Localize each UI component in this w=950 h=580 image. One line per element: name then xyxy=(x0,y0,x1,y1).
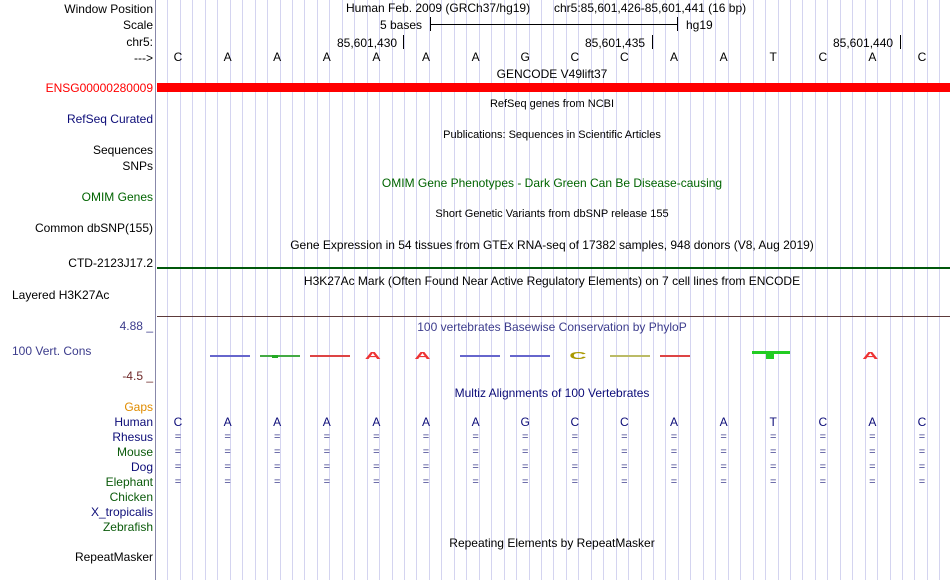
alignment-match: = xyxy=(521,431,529,443)
ruler-base: C xyxy=(570,50,580,64)
alignment-match: = xyxy=(819,431,827,443)
ruler-base: A xyxy=(372,50,381,64)
cons-track-label[interactable]: 100 Vert. Cons xyxy=(12,344,92,358)
alignment-match: = xyxy=(224,431,231,443)
ruler-base: C xyxy=(917,50,927,64)
human-base: A xyxy=(719,415,728,429)
alignment-match: = xyxy=(670,446,678,458)
alignment-match: = xyxy=(323,431,331,443)
scale-db: hg19 xyxy=(686,18,713,32)
ruler-base: A xyxy=(719,50,728,64)
cons-max-label: 4.88 _ xyxy=(119,319,153,333)
human-base: G xyxy=(520,415,530,429)
human-base: A xyxy=(868,415,877,429)
svg-text:C: C xyxy=(569,350,587,362)
human-base: C xyxy=(173,415,183,429)
ruler-base: A xyxy=(669,50,678,64)
alignment-match: = xyxy=(422,461,430,473)
alignment-match: = xyxy=(670,431,678,443)
alignment-match: = xyxy=(571,431,579,443)
gencode-title: GENCODE V49lift37 xyxy=(496,67,608,81)
alignment-match: = xyxy=(472,476,479,488)
alignment-match: = xyxy=(769,461,777,473)
alignment-match: = xyxy=(224,476,231,488)
alignment-match: = xyxy=(373,446,380,458)
alignment-match: = xyxy=(224,461,231,473)
multiz-title: Multiz Alignments of 100 Vertebrates xyxy=(454,386,650,400)
ruler-base: A xyxy=(223,50,232,64)
ruler-base: C xyxy=(173,50,183,64)
dbsnp-title: Short Genetic Variants from dbSNP release 155 xyxy=(435,208,669,220)
svg-text:A: A xyxy=(862,350,879,362)
alignment-match: = xyxy=(422,476,430,488)
alignment-match: = xyxy=(273,476,281,488)
chrom-label: chr5: xyxy=(126,35,153,49)
species-elephant-label: Elephant xyxy=(105,475,153,489)
alignment-match: = xyxy=(769,446,777,458)
alignment-match: = xyxy=(571,461,579,473)
alignment-match: = xyxy=(174,446,182,458)
human-base: C xyxy=(570,415,580,429)
alignment-match: = xyxy=(869,446,876,458)
human-base: A xyxy=(223,415,232,429)
assembly-title: Human Feb. 2009 (GRCh37/hg19) xyxy=(346,1,531,15)
human-base: A xyxy=(372,415,381,429)
alignment-match: = xyxy=(769,476,777,488)
human-base: A xyxy=(273,415,282,429)
cons-min-label: -4.5 _ xyxy=(122,369,153,383)
human-base: A xyxy=(421,415,430,429)
human-base: A xyxy=(471,415,480,429)
alignment-match: = xyxy=(720,431,727,443)
species-xtropicalis-label: X_tropicalis xyxy=(90,505,153,519)
alignment-match: = xyxy=(373,461,380,473)
repeatmasker-title: Repeating Elements by RepeatMasker xyxy=(449,536,655,550)
alignment-match: = xyxy=(422,446,430,458)
alignment-match: = xyxy=(819,476,827,488)
ruler-base: C xyxy=(818,50,828,64)
ensg-track-label[interactable]: ENSG00000280009 xyxy=(45,81,153,95)
human-base: C xyxy=(620,415,629,429)
human-base: T xyxy=(769,415,777,429)
region-title: chr5:85,601,426-85,601,441 (16 bp) xyxy=(554,1,747,15)
alignment-match: = xyxy=(769,431,777,443)
dbsnp-track-label[interactable]: Common dbSNP(155) xyxy=(34,221,153,235)
alignment-match: = xyxy=(323,476,331,488)
alignment-match: = xyxy=(819,446,827,458)
refseq-title: RefSeq genes from NCBI xyxy=(489,98,615,110)
alignment-match: = xyxy=(670,461,678,473)
strand-arrow-label: ---> xyxy=(134,51,153,65)
alignment-match: = xyxy=(521,461,529,473)
h3k27ac-track-label[interactable]: Layered H3K27Ac xyxy=(12,288,110,302)
alignment-match: = xyxy=(174,461,182,473)
gtex-title: Gene Expression in 54 tissues from GTEx RNA-seq of 17382 samples, 948 donors (V8, Aug 2019) xyxy=(290,238,814,252)
alignment-match: = xyxy=(869,476,876,488)
alignment-match: = xyxy=(621,446,628,458)
publications-title: Publications: Sequences in Scientific Articles xyxy=(443,129,661,141)
alignment-match: = xyxy=(918,476,926,488)
scale-text: 5 bases xyxy=(380,18,423,32)
alignment-match: = xyxy=(273,431,281,443)
alignment-match: = xyxy=(472,461,479,473)
ruler-base: A xyxy=(322,50,331,64)
gaps-label: Gaps xyxy=(124,400,153,414)
ruler-pos-3: 85,601,440 xyxy=(833,36,894,50)
svg-text:A: A xyxy=(414,350,431,362)
alignment-match: = xyxy=(869,461,876,473)
repeatmasker-track-label[interactable]: RepeatMasker xyxy=(74,550,153,564)
ruler-base: A xyxy=(273,50,282,64)
alignment-match: = xyxy=(571,446,579,458)
human-base: A xyxy=(322,415,331,429)
alignment-match: = xyxy=(918,461,926,473)
omim-title: OMIM Gene Phenotypes - Dark Green Can Be Disease-causing xyxy=(381,176,723,190)
human-base: C xyxy=(917,415,927,429)
human-base: A xyxy=(669,415,678,429)
species-mouse-label: Mouse xyxy=(116,445,153,459)
alignment-match: = xyxy=(720,476,727,488)
ruler-base: A xyxy=(868,50,877,64)
phylop-title: 100 vertebrates Basewise Conservation by PhyloP xyxy=(417,320,687,334)
omim-track-label[interactable]: OMIM Genes xyxy=(81,190,153,204)
alignment-match: = xyxy=(918,446,926,458)
ruler-base: A xyxy=(421,50,430,64)
alignment-match: = xyxy=(521,476,529,488)
alignment-match: = xyxy=(273,461,281,473)
alignment-match: = xyxy=(670,476,678,488)
alignment-match: = xyxy=(621,476,628,488)
window-position-label: Window Position xyxy=(64,2,153,16)
alignment-match: = xyxy=(621,461,628,473)
alignment-match: = xyxy=(373,476,380,488)
h3k27ac-title: H3K27Ac Mark (Often Found Near Active Regulatory Elements) on 7 cell lines from ENCODE xyxy=(303,274,801,288)
alignment-match: = xyxy=(918,431,926,443)
ruler-base: A xyxy=(471,50,480,64)
alignment-match: = xyxy=(819,461,827,473)
ruler-base: T xyxy=(769,50,777,64)
refseq-track-label[interactable]: RefSeq Curated xyxy=(66,112,153,126)
ruler-pos-2: 85,601,435 xyxy=(585,36,646,50)
alignment-match: = xyxy=(571,476,579,488)
species-rhesus-label: Rhesus xyxy=(112,430,153,444)
alignment-match: = xyxy=(472,431,479,443)
alignment-match: = xyxy=(373,431,380,443)
ruler-base: G xyxy=(520,50,530,64)
sequences-track-label[interactable]: Sequences xyxy=(92,143,153,157)
ruler-base: C xyxy=(620,50,629,64)
scale-label: Scale xyxy=(122,18,153,32)
species-human-label: Human xyxy=(114,415,153,429)
alignment-match: = xyxy=(521,446,529,458)
human-base: C xyxy=(818,415,828,429)
alignment-match: = xyxy=(174,476,182,488)
species-chicken-label: Chicken xyxy=(109,490,153,504)
species-zebrafish-label: Zebrafish xyxy=(102,520,153,534)
alignment-match: = xyxy=(174,431,182,443)
alignment-match: = xyxy=(720,446,727,458)
svg-text:A: A xyxy=(364,350,381,362)
alignment-match: = xyxy=(323,446,331,458)
alignment-match: = xyxy=(422,431,430,443)
alignment-match: = xyxy=(472,446,479,458)
alignment-match: = xyxy=(323,461,331,473)
alignment-match: = xyxy=(869,431,876,443)
ruler-pos-1: 85,601,430 xyxy=(337,36,398,50)
species-dog-label: Dog xyxy=(130,460,153,474)
alignment-match: = xyxy=(720,461,727,473)
ctd-gene-label[interactable]: CTD-2123J17.2 xyxy=(68,256,153,270)
alignment-match: = xyxy=(273,446,281,458)
alignment-match: = xyxy=(224,446,231,458)
snps-track-label[interactable]: SNPs xyxy=(122,159,153,173)
alignment-match: = xyxy=(621,431,628,443)
cons-bars xyxy=(210,350,790,362)
